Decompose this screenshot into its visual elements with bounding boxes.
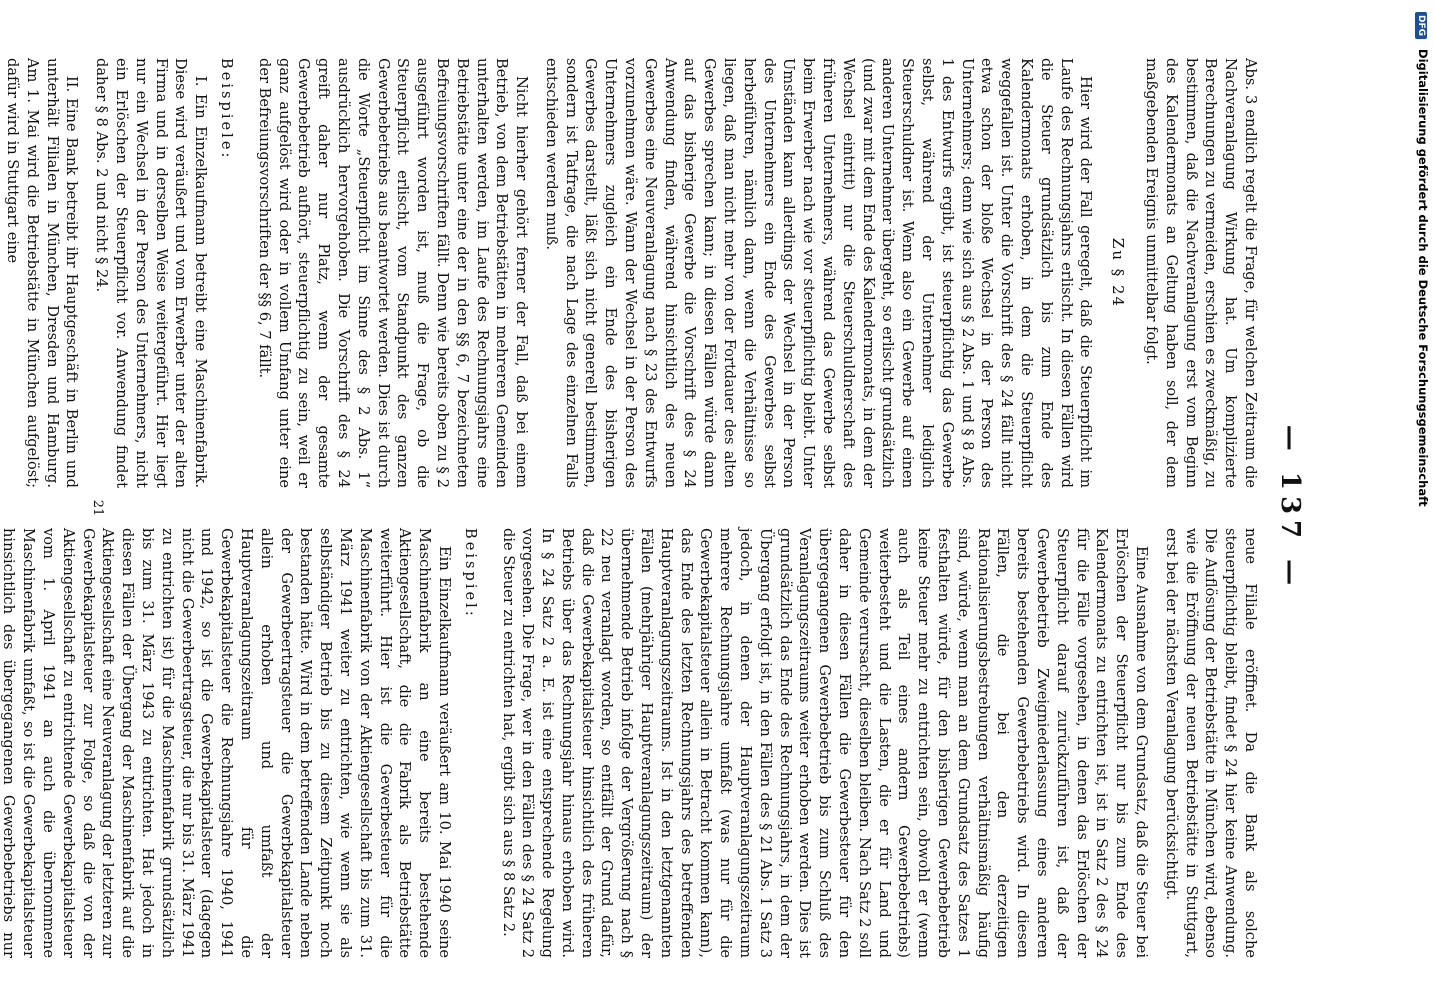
paragraph: neue Filiale eröffnet. Da die Bank als solche steuerpflichtig bleibt, findet § 24 hier keine Anwendung. Die Auflösung der Betriebstätte in München wird, ebenso wie die Eröffnung der neuen Betriebstätte in Stuttgart, erst bei der nächsten Veranlagung berücksichtigt. — [1162, 528, 1259, 958]
paragraph: Abs. 3 endlich regelt die Frage, für welchen Zeitraum die Nachveranlagung Wirkung hat. Um komplizierte Berechnungen zu vermeiden, erschien es zweckmäßig, zu bestimmen, daß die Nachveranlagung erst vom Beginn des Kalendermonats an Geltung haben soll, der dem maßgebenden Ereignis unmittelbar folgt. — [1143, 58, 1259, 488]
dfg-logo: DFG — [1415, 12, 1427, 39]
right-column — [0, 528, 1260, 958]
paragraph: Nicht hierher gehört ferner der Fall, daß bei einem Betrieb, von dem Betriebstätten in mehreren Gemeinden unterhalten werden, im Laufe des Rechnungsjahrs eine Betriebstätte unter eine der in den §§ 6, 7 bezeichneten Befreiungsvorschriften fällt. Denn wie bereits oben zu § 2 ausgeführt worden ist, muß die Frage, ob die Steuerpflicht erlischt, vom Standpunkt des ganzen Gewerbebetriebs aus beantwortet werden. Dies ist durch die Worte „Steuerpflicht im Sinne des § 2 Abs. 1“ ausdrücklich hervorgehoben. Die Vorschrift des § 24 greift daher nur Platz, wenn der gesamte Gewerbebetrieb aufhört, steuerpflichtig zu sein, weil er ganz aufgelöst wird oder in vollem Umfang unter eine der Befreiungsvorschriften der §§ 6, 7 fällt. — [255, 58, 531, 488]
examples-label: Beispiele: — [217, 58, 235, 161]
example-paragraph: I. Ein Einzelkaufmann betreibt eine Maschinenfabrik. Diese wird veräußert und vom Erwerber unter der alten Firma und in derselben Weise weitergeführt. Hier liegt nur ein Wechsel in der Person des Unternehmers, nicht ein Erlöschen der Steuerpflicht vor. Anwendung findet daher § 8 Abs. 2 und nicht § 24. — [93, 58, 210, 488]
example-paragraph: Ein Einzelkaufmann veräußert am 10. Mai 1940 seine Maschinenfabrik an eine bereits bestehende Aktiengesellschaft, die die Fabrik als Betriebstätte weiterführt. Hier ist die Gewerbesteuer für die Maschinenfabrik von der Aktiengesellschaft bis zum 31. März 1941 weiter zu entrichten, wie wenn sie als selbständiger Betrieb bis zu diesem Zeitpunkt noch bestanden hätte. Wird in dem betreffenden Lande neben der Gewerbeertragsteuer die Gewerbekapitalsteuer allein erhoben und umfaßt der Hauptveranlagungszeitraum für die Gewerbekapitalsteuer die Rechnungsjahre 1940, 1941 und 1942, so ist die Gewerbekapitalsteuer (dagegen nicht die Gewerbeertragsteuer, die nur bis 31. März 1941 zu entrichten ist) für die Maschinenfabrik grundsätzlich bis zum 31. März 1943 zu entrichten. Hat jedoch in diesen Fällen der Übergang der Maschinenfabrik auf die Aktiengesellschaft eine Neuveranlagung der letzteren zur Gewerbekapitalsteuer zur Folge, so daß die von der Aktiengesellschaft zu entrichtende Gewerbekapitalsteuer vom 1. April 1941 an auch die übernommene Maschinenfabrik umfaßt, so ist die Gewerbekapitalsteuer hinsichtlich des übergegangenen Gewerbebetriebs nur — [0, 528, 453, 958]
digitization-note-text: Digitalisierung gefördert durch die Deutsche Forschungsgemeinschaft — [1416, 49, 1430, 507]
digitization-note — [1415, 12, 1430, 507]
page-header: — 137 — — [1275, 424, 1305, 592]
paragraph: Eine Ausnahme von dem Grundsatz, daß die Steuer bei Erlöschen der Steuerpflicht nur bis zum Ende des Kalendermonats zu entrichten ist, ist in Satz 2 des § 24 für die Fälle vorgesehen, in denen das Erlöschen der Steuerpflicht darauf zurückzuführen ist, daß der Gewerbebetrieb Zweigniederlassung eines anderen bereits bestehenden Gewerbebetriebs wird. In diesen Fällen, die bei den derzeitigen Rationalisierungsbestrebungen verhältnismäßig häufig sind, würde, wenn man an dem Grundsatz des Satzes 1 festhalten würde, für den bisherigen Gewerbebetrieb keine Steuer mehr zu entrichten sein, obwohl er (wenn auch als Teil eines andern Gewerbebetriebs) weiterbesteht und die Lasten, die er für Land und Gemeinde verursacht, dieselben bleiben. Nach Satz 2 soll daher in diesen Fällen die Gewerbesteuer für den übergegangenen Gewerbebetrieb bis zum Schluß des Veranlagungszeitraums weiter erhoben werden. Dies ist grundsätzlich das Ende des Rechnungsjahrs, in dem der Übergang erfolgt ist, in den Fällen des § 21 Abs. 1 Satz 3 jedoch, in denen der Hauptveranlagungszeitraum mehrere Rechnungsjahre umfaßt (was nur für die Gewerbekapitalsteuer allein in Betracht kommen kann), das Ende des letzten Rechnungsjahrs des betreffenden Hauptveranlagungszeitraums. Ist in den letztgenannten Fällen (mehrjähriger Hauptveranlagungszeitraum) der übernehmende Betrieb infolge der Vergrößerung nach § 22 neu veranlagt worden, so entfällt der Grund dafür, daß die Gewerbekapitalsteuer hinsichtlich des früheren Betriebs über das Rechnungsjahr hinaus erhoben wird. In § 24 Satz 2 a. E. ist eine entsprechende Regelung vorgesehen. Die Frage, wer in den Fällen des § 24 Satz 2 die Steuer zu entrichten hat, ergibt sich aus § 8 Satz 2. — [499, 528, 1151, 958]
example-paragraph: II. Eine Bank betreibt ihr Hauptgeschäft in Berlin und unterhält Filialen in München, Dresden und Hamburg. Am 1. Mai wird die Betriebstätte in München aufgelöst; dafür wird in Stuttgart eine — [3, 58, 81, 488]
footer-page-number: 21 — [90, 499, 105, 517]
paragraph: Hier wird der Fall geregelt, daß die Steuerpflicht im Laufe des Rechnungsjahrs erlischt. In diesen Fällen wird die Steuer grundsätzlich bis zum Ende des Kalendermonats erhoben, in dem die Steuerpflicht weggefallen ist. Unter die Vorschrift des § 24 fällt nicht etwa schon der bloße Wechsel in der Person des Unternehmers; denn wie sich aus § 2 Abs. 1 und § 8 Abs. 1 des Entwurfs ergibt, ist steuerpflichtig das Gewerbe selbst, während der Unternehmer lediglich Steuerschuldner ist. Wenn also ein Gewerbe auf einen anderen Unternehmer übergeht, so erlischt grundsätzlich (und zwar mit dem Ende des Kalendermonats, in dem der Wechsel eintritt) nur die Steuerschuldnerschaft des früheren Unternehmers, während das Gewerbe selbst beim Erwerber nach wie vor steuerpflichtig bleibt. Unter Umständen kann allerdings der Wechsel in der Person des Unternehmers ein Ende des Gewerbes selbst herbeiführen, nämlich dann, wenn die Verhältnisse so liegen, daß man nicht mehr von der Fortdauer des alten Gewerbes sprechen kann; in diesen Fällen würde dann auf das bisherige Gewerbe die Vorschrift des § 24 Anwendung finden, während hinsichtlich des neuen Gewerbes eine Neuveranlagung nach § 23 des Entwurfs vorzunehmen wäre. Wann der Wechsel in der Person des Unternehmers zugleich ein Ende des bisherigen Gewerbes darstellt, läßt sich nicht generell bestimmen, sondern ist Tatfrage, die nach Lage des einzelnen Falls entschieden werden muß. — [542, 58, 1095, 488]
example-label: Beispiel: — [461, 528, 479, 619]
left-column — [0, 58, 1260, 488]
document-page — [0, 58, 1310, 958]
section-heading: Zu § 24 — [1109, 237, 1128, 309]
